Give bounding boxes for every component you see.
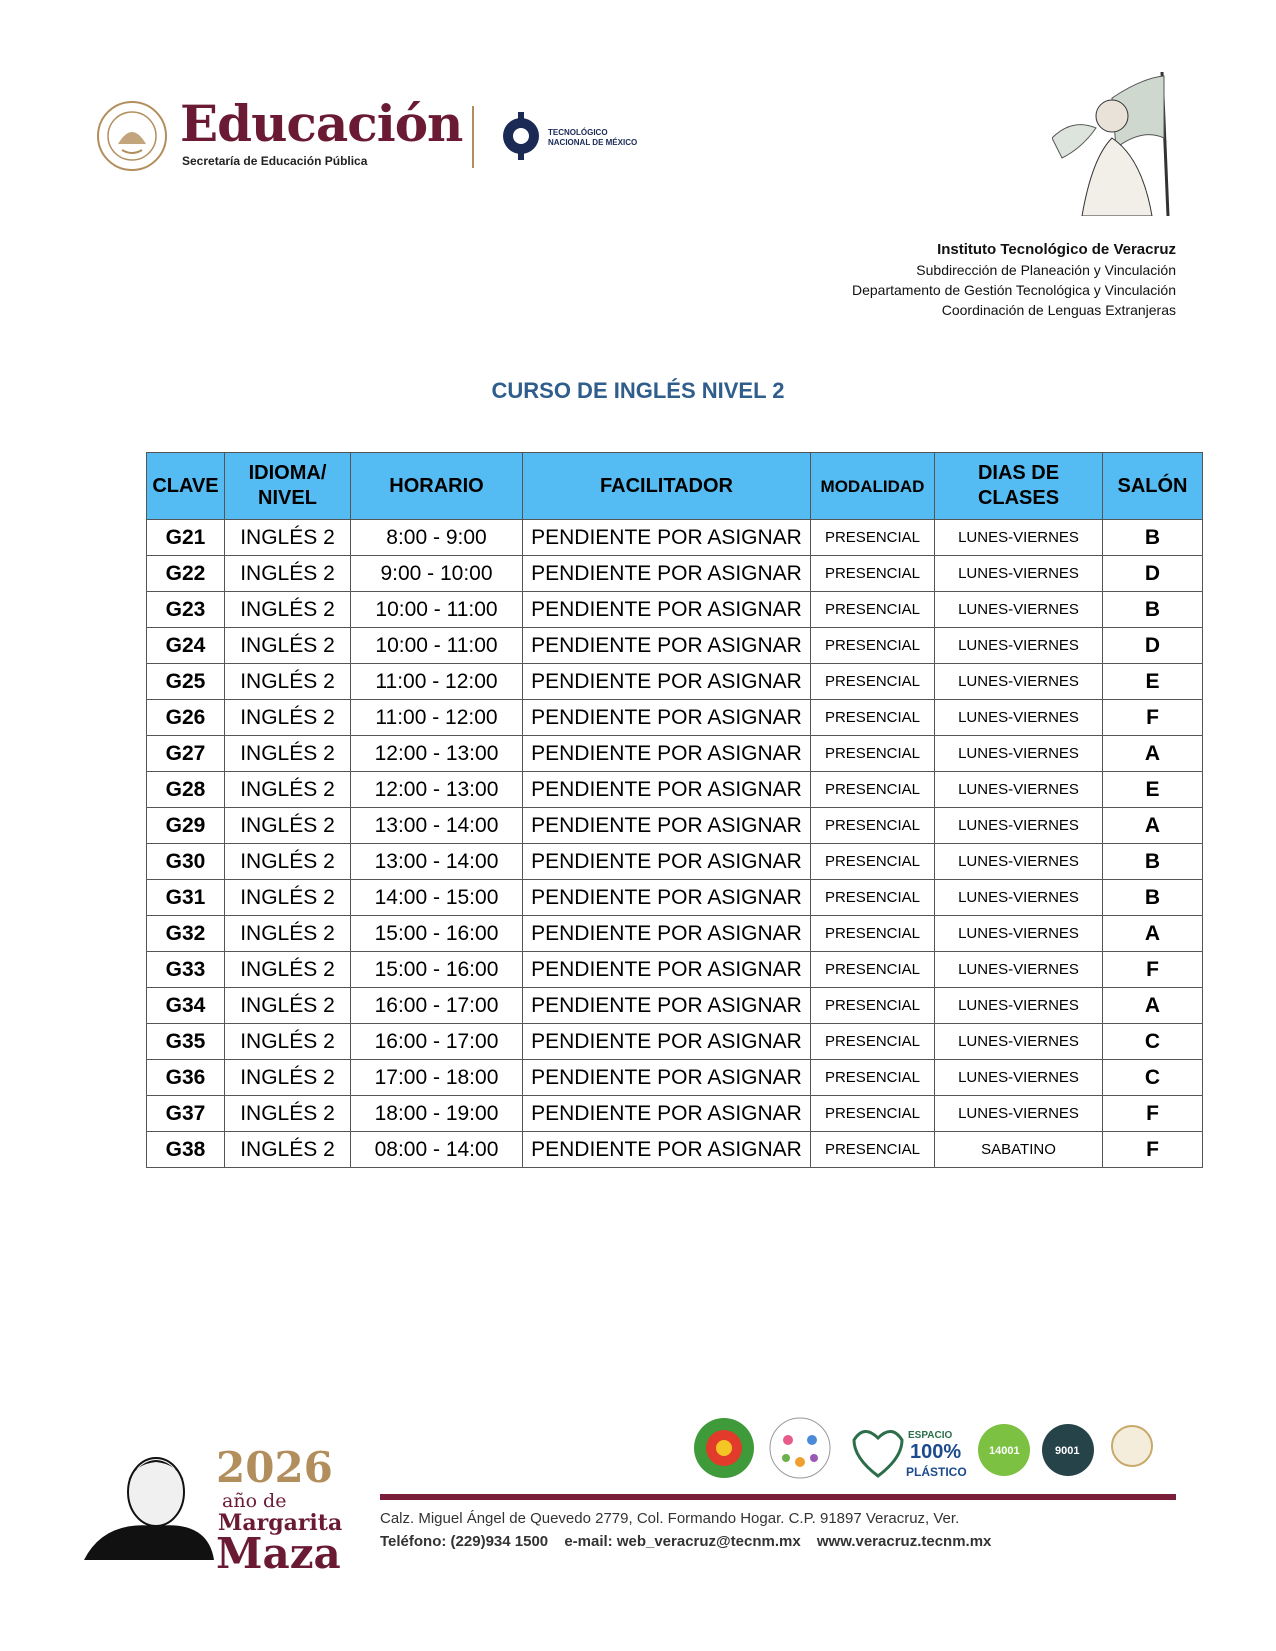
cell-idioma: INGLÉS 2 <box>225 556 351 592</box>
cell-facilitador: PENDIENTE POR ASIGNAR <box>523 700 811 736</box>
cell-salon: B <box>1103 880 1203 916</box>
cell-modalidad: PRESENCIAL <box>811 1096 935 1132</box>
cell-clave: G21 <box>147 520 225 556</box>
cell-dias: SABATINO <box>935 1132 1103 1168</box>
heart-plastic-free-logo <box>854 1430 967 1479</box>
cell-dias: LUNES-VIERNES <box>935 952 1103 988</box>
cell-horario: 13:00 - 14:00 <box>351 844 523 880</box>
header-idioma-nivel: IDIOMA/ NIVEL <box>225 453 351 520</box>
cell-clave: G38 <box>147 1132 225 1168</box>
cell-dias: LUNES-VIERNES <box>935 916 1103 952</box>
cell-modalidad: PRESENCIAL <box>811 1132 935 1168</box>
cell-modalidad: PRESENCIAL <box>811 700 935 736</box>
sep-logo-subtitle: Secretaría de Educación Pública <box>182 154 368 168</box>
cell-clave: G37 <box>147 1096 225 1132</box>
cell-idioma: INGLÉS 2 <box>225 772 351 808</box>
cell-facilitador: PENDIENTE POR ASIGNAR <box>523 664 811 700</box>
equality-logo <box>770 1418 830 1478</box>
cell-horario: 13:00 - 14:00 <box>351 808 523 844</box>
cell-modalidad: PRESENCIAL <box>811 988 935 1024</box>
cell-clave: G25 <box>147 664 225 700</box>
cell-idioma: INGLÉS 2 <box>225 664 351 700</box>
cell-horario: 12:00 - 13:00 <box>351 736 523 772</box>
footer-bar <box>380 1494 1176 1500</box>
table-row <box>147 988 1203 1024</box>
table-row <box>147 808 1203 844</box>
cell-dias: LUNES-VIERNES <box>935 628 1103 664</box>
cell-horario: 10:00 - 11:00 <box>351 628 523 664</box>
table-row <box>147 520 1203 556</box>
cell-facilitador: PENDIENTE POR ASIGNAR <box>523 1132 811 1168</box>
cell-facilitador: PENDIENTE POR ASIGNAR <box>523 520 811 556</box>
cell-clave: G32 <box>147 916 225 952</box>
table-row <box>147 1096 1203 1132</box>
tecnm-logo-text: TECNOLÓGICO NACIONAL DE MÉXICO <box>548 128 638 147</box>
cell-clave: G27 <box>147 736 225 772</box>
table-row <box>147 664 1203 700</box>
cell-idioma: INGLÉS 2 <box>225 628 351 664</box>
cell-horario: 11:00 - 12:00 <box>351 664 523 700</box>
cell-clave: G34 <box>147 988 225 1024</box>
cell-modalidad: PRESENCIAL <box>811 520 935 556</box>
svg-text:14001: 14001 <box>989 1445 1020 1457</box>
cell-clave: G30 <box>147 844 225 880</box>
cell-horario: 9:00 - 10:00 <box>351 556 523 592</box>
cell-idioma: INGLÉS 2 <box>225 880 351 916</box>
header-modalidad: MODALIDAD <box>811 453 935 520</box>
cell-modalidad: PRESENCIAL <box>811 844 935 880</box>
svg-text:PLÁSTICO: PLÁSTICO <box>906 1465 967 1479</box>
cell-facilitador: PENDIENTE POR ASIGNAR <box>523 1096 811 1132</box>
footer-address: Calz. Miguel Ángel de Quevedo 2779, Col. Formando Hogar. C.P. 91897 Veracruz, Ver. <box>380 1510 960 1527</box>
cell-clave: G33 <box>147 952 225 988</box>
table-row <box>147 628 1203 664</box>
cell-idioma: INGLÉS 2 <box>225 916 351 952</box>
table-row <box>147 700 1203 736</box>
cell-idioma: INGLÉS 2 <box>225 1060 351 1096</box>
cell-dias: LUNES-VIERNES <box>935 520 1103 556</box>
cell-clave: G29 <box>147 808 225 844</box>
header-dias: DIAS DE CLASES <box>935 453 1103 520</box>
schedule-table <box>146 452 1203 1168</box>
cell-idioma: INGLÉS 2 <box>225 520 351 556</box>
cell-salon: E <box>1103 772 1203 808</box>
cell-modalidad: PRESENCIAL <box>811 772 935 808</box>
cell-facilitador: PENDIENTE POR ASIGNAR <box>523 736 811 772</box>
table-row <box>147 1060 1203 1096</box>
iso-14001-logo <box>978 1424 1030 1476</box>
cell-horario: 11:00 - 12:00 <box>351 700 523 736</box>
institution-line-3: Coordinación de Lenguas Extranjeras <box>941 302 1176 318</box>
cell-modalidad: PRESENCIAL <box>811 916 935 952</box>
cell-salon: E <box>1103 664 1203 700</box>
cell-facilitador: PENDIENTE POR ASIGNAR <box>523 772 811 808</box>
institution-line-2: Departamento de Gestión Tecnológica y Vinculación <box>851 282 1176 298</box>
header-salon: SALÓN <box>1103 453 1203 520</box>
cell-horario: 16:00 - 17:00 <box>351 988 523 1024</box>
margarita-text: Margarita <box>218 1510 343 1536</box>
institution-block <box>852 240 1176 320</box>
footer-phone: Teléfono: (229)934 1500 <box>380 1533 549 1550</box>
cell-modalidad: PRESENCIAL <box>811 736 935 772</box>
cell-clave: G22 <box>147 556 225 592</box>
footer-website[interactable]: www.veracruz.tecnm.mx <box>816 1533 992 1550</box>
cell-clave: G36 <box>147 1060 225 1096</box>
itv-logo <box>694 1418 754 1478</box>
table-row <box>147 1024 1203 1060</box>
svg-text:100%: 100% <box>910 1441 962 1463</box>
cell-horario: 15:00 - 16:00 <box>351 916 523 952</box>
gold-seal-logo <box>1112 1426 1152 1466</box>
cell-dias: LUNES-VIERNES <box>935 988 1103 1024</box>
cell-facilitador: PENDIENTE POR ASIGNAR <box>523 916 811 952</box>
cell-salon: B <box>1103 592 1203 628</box>
cell-modalidad: PRESENCIAL <box>811 880 935 916</box>
cell-modalidad: PRESENCIAL <box>811 808 935 844</box>
cell-facilitador: PENDIENTE POR ASIGNAR <box>523 628 811 664</box>
cell-idioma: INGLÉS 2 <box>225 592 351 628</box>
cell-horario: 16:00 - 17:00 <box>351 1024 523 1060</box>
cell-facilitador: PENDIENTE POR ASIGNAR <box>523 844 811 880</box>
cell-modalidad: PRESENCIAL <box>811 1024 935 1060</box>
cell-modalidad: PRESENCIAL <box>811 556 935 592</box>
cell-modalidad: PRESENCIAL <box>811 628 935 664</box>
institution-line-1: Subdirección de Planeación y Vinculación <box>916 262 1176 278</box>
header-horario: HORARIO <box>351 453 523 520</box>
cell-horario: 18:00 - 19:00 <box>351 1096 523 1132</box>
cell-dias: LUNES-VIERNES <box>935 844 1103 880</box>
cell-salon: D <box>1103 628 1203 664</box>
table-row <box>147 736 1203 772</box>
cell-dias: LUNES-VIERNES <box>935 808 1103 844</box>
cell-salon: C <box>1103 1024 1203 1060</box>
year-2026: 2026 <box>216 1443 333 1492</box>
cell-modalidad: PRESENCIAL <box>811 1060 935 1096</box>
cell-salon: F <box>1103 700 1203 736</box>
cell-horario: 17:00 - 18:00 <box>351 1060 523 1096</box>
cell-salon: B <box>1103 844 1203 880</box>
cell-clave: G23 <box>147 592 225 628</box>
cell-horario: 08:00 - 14:00 <box>351 1132 523 1168</box>
cell-horario: 8:00 - 9:00 <box>351 520 523 556</box>
cell-idioma: INGLÉS 2 <box>225 988 351 1024</box>
cell-salon: D <box>1103 556 1203 592</box>
cell-dias: LUNES-VIERNES <box>935 1096 1103 1132</box>
cell-idioma: INGLÉS 2 <box>225 1132 351 1168</box>
cell-dias: LUNES-VIERNES <box>935 736 1103 772</box>
cell-modalidad: PRESENCIAL <box>811 952 935 988</box>
maza-text: Maza <box>216 1529 341 1578</box>
cell-salon: B <box>1103 520 1203 556</box>
tecnm-gear-logo <box>500 106 542 166</box>
header-clave: CLAVE <box>147 453 225 520</box>
cell-idioma: INGLÉS 2 <box>225 700 351 736</box>
institution-name: Instituto Tecnológico de Veracruz <box>937 241 1176 258</box>
document-title: CURSO DE INGLÉS NIVEL 2 <box>491 378 785 403</box>
cell-facilitador: PENDIENTE POR ASIGNAR <box>523 556 811 592</box>
table-row <box>147 952 1203 988</box>
cell-dias: LUNES-VIERNES <box>935 556 1103 592</box>
cell-clave: G28 <box>147 772 225 808</box>
cell-horario: 14:00 - 15:00 <box>351 880 523 916</box>
cell-facilitador: PENDIENTE POR ASIGNAR <box>523 988 811 1024</box>
cell-modalidad: PRESENCIAL <box>811 592 935 628</box>
cell-idioma: INGLÉS 2 <box>225 1096 351 1132</box>
cell-clave: G35 <box>147 1024 225 1060</box>
national-seal-logo <box>96 100 168 172</box>
table-row <box>147 772 1203 808</box>
heroine-flag-illustration <box>1052 68 1200 216</box>
table-row <box>147 916 1203 952</box>
cell-idioma: INGLÉS 2 <box>225 844 351 880</box>
cell-idioma: INGLÉS 2 <box>225 808 351 844</box>
cell-clave: G31 <box>147 880 225 916</box>
cell-dias: LUNES-VIERNES <box>935 700 1103 736</box>
cell-salon: A <box>1103 808 1203 844</box>
cell-idioma: INGLÉS 2 <box>225 1024 351 1060</box>
table-row <box>147 1132 1203 1168</box>
svg-text:ESPACIO: ESPACIO <box>908 1430 953 1441</box>
sep-logo-word: Educación <box>180 94 463 153</box>
cell-idioma: INGLÉS 2 <box>225 736 351 772</box>
footer-contact <box>380 1533 1003 1550</box>
cell-salon: F <box>1103 952 1203 988</box>
svg-text:9001: 9001 <box>1055 1445 1080 1457</box>
cell-salon: A <box>1103 988 1203 1024</box>
cell-salon: C <box>1103 1060 1203 1096</box>
cell-facilitador: PENDIENTE POR ASIGNAR <box>523 592 811 628</box>
anio-de-text: año de <box>222 1490 287 1512</box>
cell-horario: 15:00 - 16:00 <box>351 952 523 988</box>
cell-idioma: INGLÉS 2 <box>225 952 351 988</box>
iso-9001-logo <box>1042 1424 1094 1476</box>
cell-facilitador: PENDIENTE POR ASIGNAR <box>523 880 811 916</box>
cell-clave: G24 <box>147 628 225 664</box>
table-header-row <box>147 453 1203 520</box>
cell-facilitador: PENDIENTE POR ASIGNAR <box>523 1060 811 1096</box>
cell-facilitador: PENDIENTE POR ASIGNAR <box>523 952 811 988</box>
cell-horario: 10:00 - 11:00 <box>351 592 523 628</box>
cell-dias: LUNES-VIERNES <box>935 664 1103 700</box>
header-divider <box>472 106 474 168</box>
cell-salon: F <box>1103 1132 1203 1168</box>
cell-clave: G26 <box>147 700 225 736</box>
cell-dias: LUNES-VIERNES <box>935 1060 1103 1096</box>
cell-facilitador: PENDIENTE POR ASIGNAR <box>523 808 811 844</box>
cell-dias: LUNES-VIERNES <box>935 1024 1103 1060</box>
table-row <box>147 556 1203 592</box>
cell-dias: LUNES-VIERNES <box>935 772 1103 808</box>
certification-logos <box>688 1410 1158 1486</box>
header-facilitador: FACILITADOR <box>523 453 811 520</box>
cell-salon: A <box>1103 916 1203 952</box>
table-row <box>147 844 1203 880</box>
margarita-maza-portrait <box>84 1440 214 1560</box>
table-row <box>147 592 1203 628</box>
schedule-table-body <box>147 520 1203 1168</box>
footer-email[interactable]: e-mail: web_veracruz@tecnm.mx <box>564 1533 801 1550</box>
table-row <box>147 880 1203 916</box>
cell-facilitador: PENDIENTE POR ASIGNAR <box>523 1024 811 1060</box>
cell-salon: A <box>1103 736 1203 772</box>
cell-dias: LUNES-VIERNES <box>935 592 1103 628</box>
cell-modalidad: PRESENCIAL <box>811 664 935 700</box>
cell-horario: 12:00 - 13:00 <box>351 772 523 808</box>
cell-dias: LUNES-VIERNES <box>935 880 1103 916</box>
cell-salon: F <box>1103 1096 1203 1132</box>
